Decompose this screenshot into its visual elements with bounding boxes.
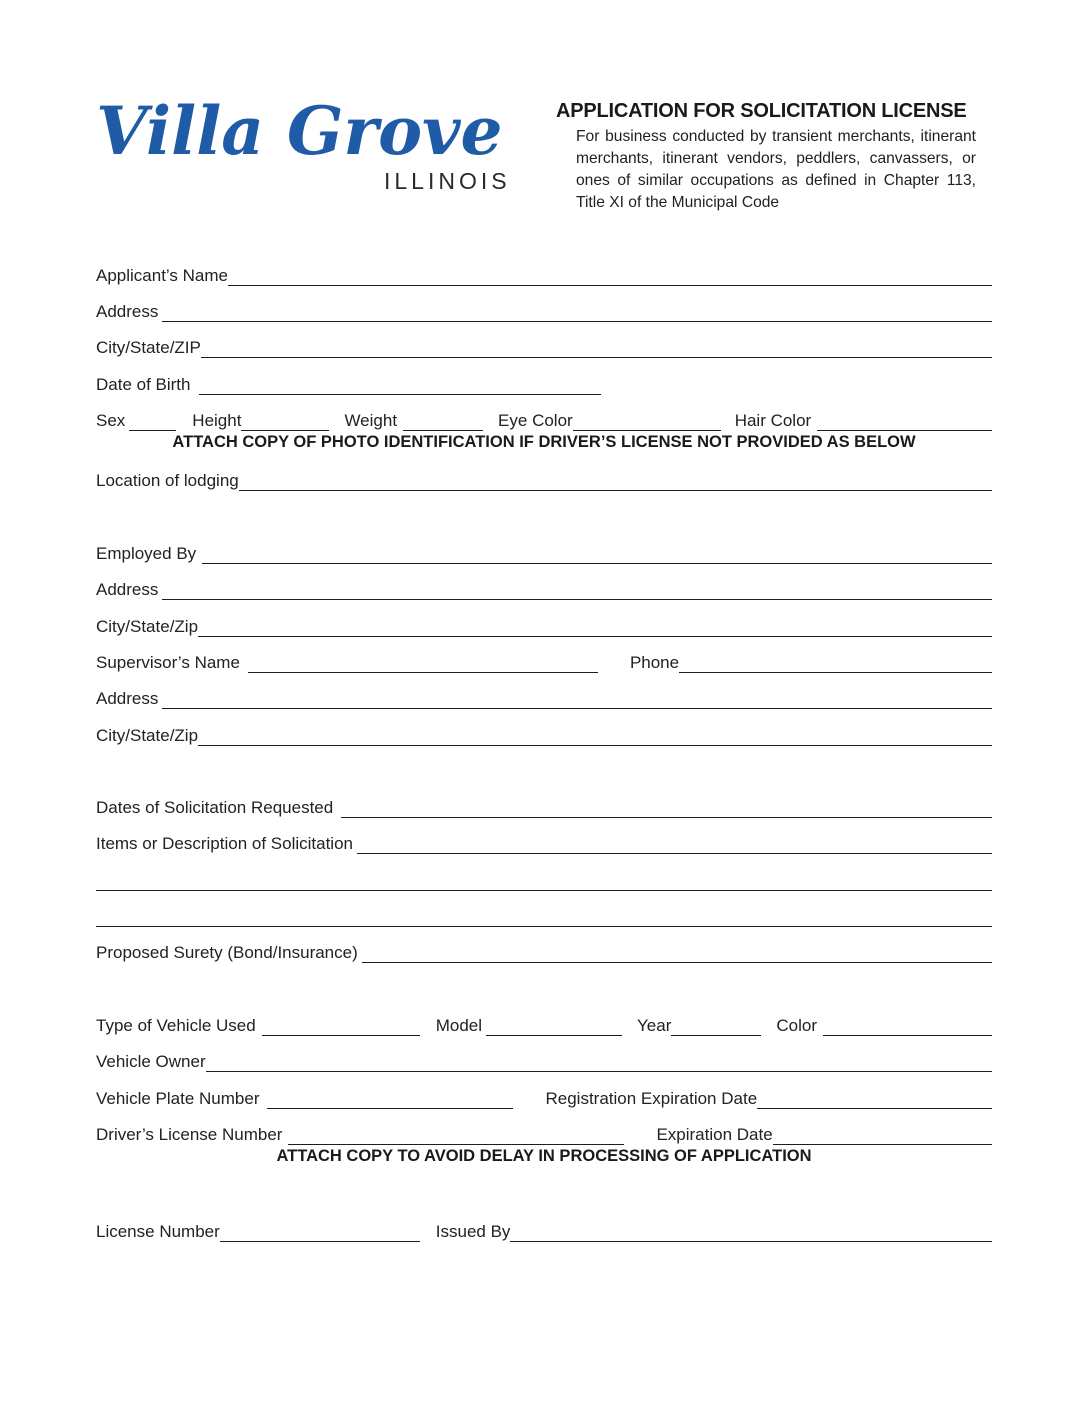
issued-by-label: Issued By (435, 1222, 511, 1241)
supervisor-city-field[interactable] (198, 728, 992, 746)
dob-label: Date of Birth (96, 375, 191, 394)
surety-field[interactable] (362, 945, 992, 963)
vehicle-row (96, 1014, 992, 1036)
attach-copy-notice: ATTACH COPY TO AVOID DELAY IN PROCESSING OF APPLICATION (276, 1147, 812, 1165)
supervisor-address-label: Address (96, 689, 159, 708)
villa-grove-logo (92, 92, 542, 202)
issued-by-field[interactable] (510, 1224, 992, 1242)
applicant-city-field[interactable] (201, 340, 992, 358)
license-row (96, 1220, 992, 1242)
lodging-label: Location of lodging (96, 471, 239, 490)
plate-row (96, 1087, 992, 1109)
phone-field[interactable] (679, 655, 992, 673)
dob-row (96, 373, 992, 395)
solicitation-items-field-2[interactable] (96, 873, 992, 891)
employer-city-row (96, 615, 992, 637)
sex-field[interactable] (129, 413, 176, 431)
applicant-address-row (96, 300, 992, 322)
applicant-address-field[interactable] (162, 304, 992, 322)
employed-by-field[interactable] (202, 546, 992, 564)
weight-label: Weight (344, 411, 398, 430)
vehicle-year-field[interactable] (671, 1018, 761, 1036)
solicitation-dates-label: Dates of Solicitation Requested (96, 798, 334, 817)
surety-row (96, 941, 992, 963)
logo-wordmark: Villa Grove (96, 92, 503, 170)
employer-city-field[interactable] (198, 619, 992, 637)
surety-label: Proposed Surety (Bond/Insurance) (96, 943, 358, 962)
logo-state: ILLINOIS (384, 168, 511, 194)
weight-field[interactable] (403, 413, 483, 431)
hair-color-field[interactable] (817, 413, 992, 431)
plate-label: Vehicle Plate Number (96, 1089, 260, 1108)
solicitation-items-field-3[interactable] (96, 909, 992, 927)
form-title: APPLICATION FOR SOLICITATION LICENSE (556, 100, 967, 122)
physical-row (96, 409, 992, 431)
vehicle-color-label: Color (776, 1016, 818, 1035)
drivers-license-field[interactable] (288, 1127, 624, 1145)
supervisor-city-label: City/State/Zip (96, 726, 199, 745)
supervisor-address-row (96, 687, 992, 709)
eye-color-field[interactable] (573, 413, 721, 431)
vehicle-model-label: Model (435, 1016, 483, 1035)
eye-color-label: Eye Color (498, 411, 573, 430)
solicitation-items-line-2 (96, 869, 992, 891)
lodging-row (96, 469, 992, 491)
solicitation-items-field[interactable] (357, 836, 992, 854)
vehicle-owner-field[interactable] (206, 1054, 992, 1072)
supervisor-label: Supervisor’s Name (96, 653, 240, 672)
plate-field[interactable] (267, 1091, 513, 1109)
solicitation-items-row (96, 832, 992, 854)
vehicle-type-label: Type of Vehicle Used (96, 1016, 256, 1035)
applicant-name-field[interactable] (228, 268, 992, 286)
employer-address-field[interactable] (162, 582, 992, 600)
expiration-date-label: Expiration Date (656, 1125, 773, 1144)
employer-address-label: Address (96, 580, 159, 599)
employed-by-row (96, 542, 992, 564)
vehicle-model-field[interactable] (486, 1018, 622, 1036)
height-label: Height (192, 411, 242, 430)
solicitation-items-label: Items or Description of Solicitation (96, 834, 353, 853)
photo-id-notice: ATTACH COPY OF PHOTO IDENTIFICATION IF DRIVER’S LICENSE NOT PROVIDED AS BELOW (172, 433, 916, 451)
supervisor-address-field[interactable] (162, 691, 992, 709)
supervisor-field[interactable] (248, 655, 598, 673)
drivers-license-row (96, 1123, 992, 1145)
solicitation-items-line-3 (96, 905, 992, 927)
applicant-name-label: Applicant’s Name (96, 266, 228, 285)
registration-expiration-label: Registration Expiration Date (545, 1089, 758, 1108)
logo-graphic (92, 92, 542, 202)
phone-label: Phone (629, 653, 680, 672)
registration-expiration-field[interactable] (757, 1091, 992, 1109)
vehicle-type-field[interactable] (262, 1018, 420, 1036)
supervisor-city-row (96, 724, 992, 746)
vehicle-owner-label: Vehicle Owner (96, 1052, 206, 1071)
employer-address-row (96, 578, 992, 600)
form-subtitle: For business conducted by transient merchants, itinerant merchants, itinerant vendors, peddlers, canvassers, or ones of similar occupations as defined in Chapter 113, Title XI of the Municipal Code (576, 128, 976, 211)
applicant-city-label: City/State/ZIP (96, 338, 201, 357)
sex-label: Sex (96, 411, 126, 430)
dob-field[interactable] (199, 377, 601, 395)
applicant-name-row (96, 264, 992, 286)
supervisor-row (96, 651, 992, 673)
hair-color-label: Hair Color (734, 411, 812, 430)
license-number-label: License Number (96, 1222, 220, 1241)
vehicle-year-label: Year (637, 1016, 672, 1035)
license-number-field[interactable] (220, 1224, 420, 1242)
lodging-field[interactable] (239, 473, 992, 491)
height-field[interactable] (241, 413, 329, 431)
applicant-address-label: Address (96, 302, 159, 321)
vehicle-owner-row (96, 1050, 992, 1072)
employer-city-label: City/State/Zip (96, 617, 199, 636)
applicant-city-row (96, 336, 992, 358)
solicitation-dates-row (96, 796, 992, 818)
vehicle-color-field[interactable] (823, 1018, 992, 1036)
expiration-date-field[interactable] (773, 1127, 992, 1145)
employed-by-label: Employed By (96, 544, 197, 563)
solicitation-dates-field[interactable] (341, 800, 992, 818)
drivers-license-label: Driver’s License Number (96, 1125, 283, 1144)
